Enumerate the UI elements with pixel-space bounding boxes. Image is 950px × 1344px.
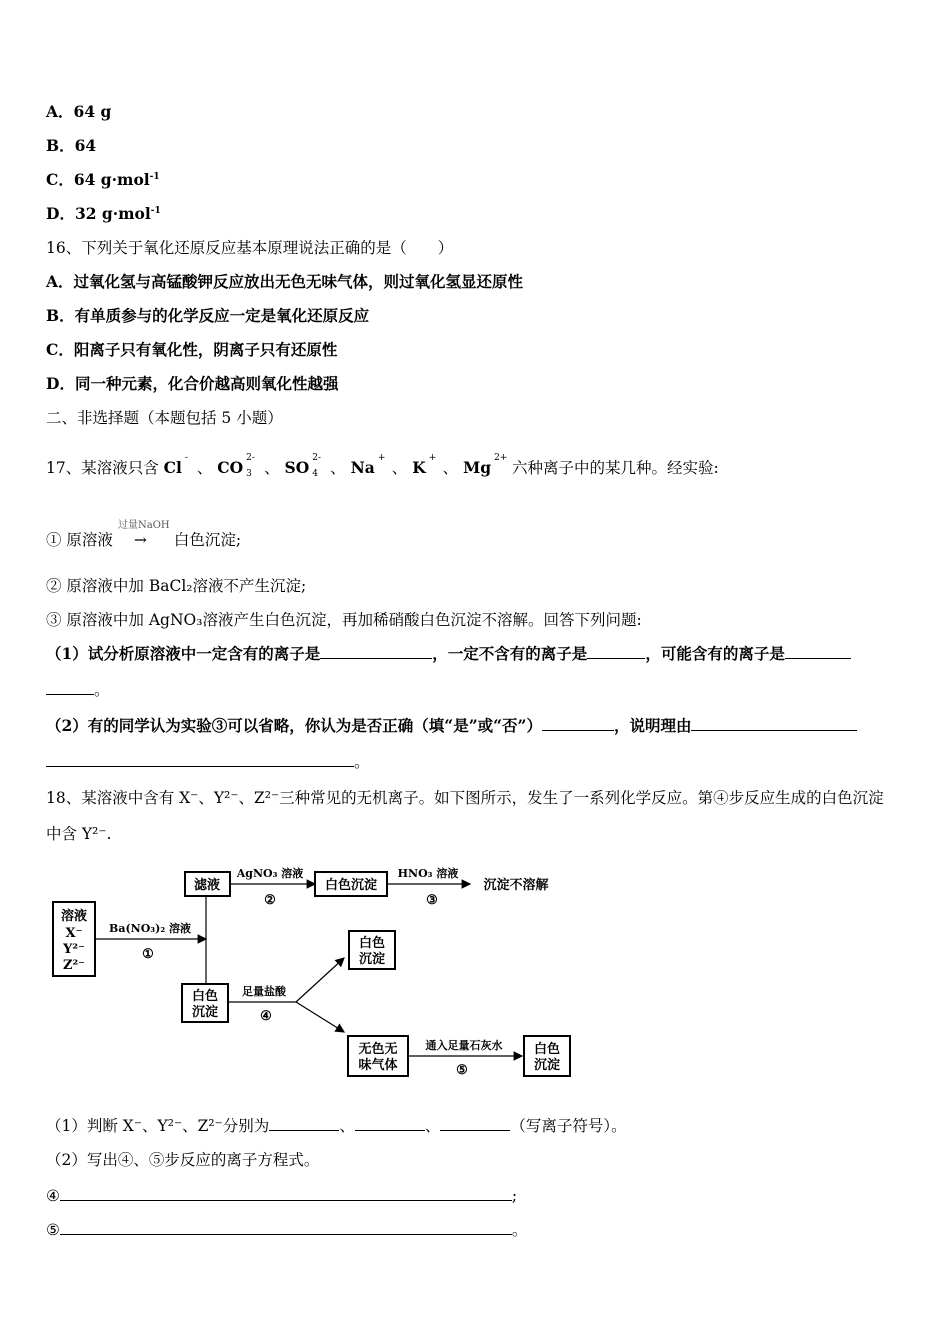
q16-option-d: D．同一种元素，化合价越高则氧化性越强 bbox=[46, 374, 339, 393]
ion-k: K + bbox=[412, 453, 437, 477]
section-heading: 二、非选择题（本题包括 5 小题） bbox=[46, 409, 283, 427]
q16-option-c: C．阳离子只有氧化性，阴离子只有还原性 bbox=[46, 340, 338, 359]
q15-option-d: D．32 g·mol$^{-1}$ bbox=[46, 204, 161, 223]
insoluble-label: 沉淀不溶解 bbox=[483, 878, 549, 893]
step1-label: ① bbox=[142, 947, 154, 962]
solution-title: 溶液 bbox=[60, 909, 88, 924]
ion-na: Na + bbox=[350, 453, 386, 477]
reagent2: AgNO₃ 溶液 bbox=[236, 867, 304, 880]
white-ppt-label-2b: 沉淀 bbox=[191, 1005, 219, 1020]
q17-part1: （1）试分析原溶液中一定含有的离子是 ，一定不含有的离子是 ，可能含有的离子是 bbox=[46, 644, 851, 664]
ion-co3: CO 2- 3 bbox=[217, 453, 255, 479]
ion-x: X⁻ bbox=[65, 926, 83, 941]
q18-stem-line1: 18、某溶液中含有 X⁻、Y²⁻、Z²⁻三种常见的无机离子。如下图所示，发生了一系列化学反应。第④步反应生成的白色沉淀 bbox=[46, 789, 884, 807]
reagent5: 通入足量石灰水 bbox=[425, 1039, 503, 1052]
step4-label: ④ bbox=[260, 1009, 272, 1024]
q18-eq5: ⑤ 。 bbox=[46, 1221, 528, 1239]
q15-option-b: B．64 bbox=[46, 136, 97, 155]
gas-label-b: 味气体 bbox=[358, 1058, 398, 1073]
q18-stem-line2: 中含 Y²⁻. bbox=[46, 825, 112, 843]
q17-exp3: ③ 原溶液中加 AgNO₃溶液产生白色沉淀，再加稀硝酸白色沉淀不溶解。回答下列问题: bbox=[46, 611, 642, 629]
q18-part1: （1）判断 X⁻、Y²⁻、Z²⁻分别为 、 、 （写离子符号）。 bbox=[46, 1117, 627, 1135]
q17-stem: 17、某溶液只含 Cl - 、 CO 2- 3 、 SO 2- 4 、 Na + 、 K + 、 Mg 2+ 六种离子中的某几种。经实验: bbox=[46, 453, 719, 479]
q16-stem: 16、下列关于氧化还原反应基本原理说法正确的是（ ） bbox=[46, 239, 454, 257]
exp1-reagent: 过量NaOH bbox=[118, 520, 170, 531]
answer-blank[interactable] bbox=[785, 644, 851, 659]
q16-option-a: A．过氧化氢与高锰酸钾反应放出无色无味气体，则过氧化氢显还原性 bbox=[46, 272, 524, 291]
reagent4: 足量盐酸 bbox=[242, 985, 286, 998]
q18-eq4: ④ ; bbox=[46, 1187, 518, 1205]
arrow-icon: → bbox=[133, 531, 147, 549]
answer-blank[interactable] bbox=[60, 1186, 512, 1201]
q17-exp1: ① 原溶液 → 白色沉淀; bbox=[46, 531, 242, 549]
q15-option-a: A．64 g bbox=[46, 102, 112, 121]
q18-part2: （2）写出④、⑤步反应的离子方程式。 bbox=[46, 1151, 320, 1169]
white-ppt-label-1: 白色沉淀 bbox=[324, 878, 378, 893]
q17-exp2: ② 原溶液中加 BaCl₂溶液不产生沉淀; bbox=[46, 577, 307, 595]
reaction-flow-diagram bbox=[0, 860, 600, 1090]
step2-label: ② bbox=[264, 893, 276, 908]
white-ppt-label-3b: 沉淀 bbox=[358, 952, 386, 967]
answer-blank[interactable] bbox=[355, 1116, 425, 1131]
white-ppt-label-4b: 沉淀 bbox=[533, 1058, 561, 1073]
q17-part1-cont: 。 bbox=[46, 680, 110, 700]
q17-part2: （2）有的同学认为实验③可以省略，你认为是否正确（填“是”或“否”） ，说明理由 bbox=[46, 716, 857, 736]
answer-blank[interactable] bbox=[691, 716, 857, 731]
gas-label-a: 无色无 bbox=[358, 1042, 398, 1057]
white-ppt-label-3a: 白色 bbox=[358, 936, 386, 951]
answer-blank[interactable] bbox=[587, 644, 645, 659]
answer-blank[interactable] bbox=[60, 1220, 512, 1235]
step3-label: ③ bbox=[426, 893, 438, 908]
reagent3: HNO₃ 溶液 bbox=[397, 867, 459, 880]
arrow-step4-up bbox=[296, 958, 344, 1002]
answer-blank[interactable] bbox=[320, 644, 432, 659]
answer-blank[interactable] bbox=[46, 680, 94, 695]
answer-blank[interactable] bbox=[440, 1116, 510, 1131]
ion-y: Y²⁻ bbox=[63, 942, 85, 957]
answer-blank[interactable] bbox=[46, 752, 354, 767]
filtrate-label: 滤液 bbox=[193, 878, 221, 893]
ion-so4: SO 2- 4 bbox=[284, 453, 322, 479]
white-ppt-label-4a: 白色 bbox=[533, 1042, 561, 1057]
q17-part2-cont: 。 bbox=[46, 752, 370, 772]
white-ppt-label-2a: 白色 bbox=[191, 989, 219, 1004]
ion-mg: Mg 2+ bbox=[463, 453, 508, 477]
ion-z: Z²⁻ bbox=[62, 958, 86, 973]
step5-label: ⑤ bbox=[456, 1063, 468, 1078]
q15-option-c: C．64 g·mol$^{-1}$ bbox=[46, 170, 160, 189]
ion-cl: Cl - bbox=[163, 453, 188, 477]
answer-blank[interactable] bbox=[269, 1116, 339, 1131]
q16-option-b: B．有单质参与的化学反应一定是氧化还原反应 bbox=[46, 306, 370, 325]
answer-blank[interactable] bbox=[542, 716, 614, 731]
arrow-step4-down bbox=[296, 1002, 344, 1032]
reagent1: Ba(NO₃)₂ 溶液 bbox=[109, 922, 191, 935]
